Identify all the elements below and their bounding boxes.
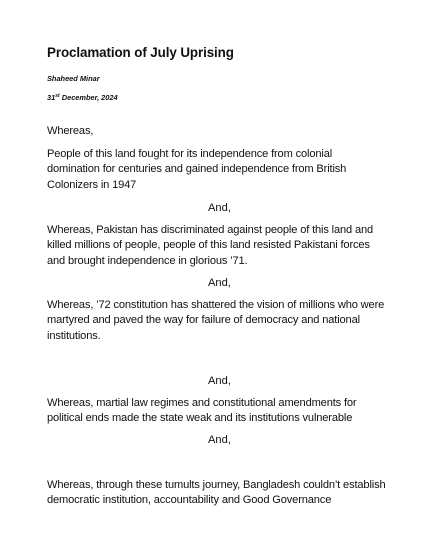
paragraph-line: Whereas, through these tumults journey, Bangladesh couldn’t establish — [47, 479, 386, 491]
paragraph-line: democratic institution, accountability and Good Governance — [47, 494, 332, 507]
date-ordinal-suffix: st — [55, 93, 60, 99]
and-connector: And, — [208, 277, 231, 289]
paragraph-line: political ends made the state weak and its institutions vulnerable — [47, 412, 353, 425]
paragraph-line: martyred and paved the way for failure of democracy and national — [47, 314, 360, 327]
paragraph-line: killed millions of people, people of this land resisted Pakistani forces — [47, 239, 370, 252]
date-day: 31 — [47, 93, 56, 102]
and-connector: And, — [208, 202, 231, 214]
paragraph-martial-law — [47, 396, 412, 427]
paragraph-line: Whereas, Pakistan has discriminated against people of this land and — [47, 224, 374, 236]
paragraph-colonial-independence — [47, 147, 412, 193]
paragraph-line: and brought independence in glorious ’71. — [47, 254, 248, 267]
paragraph-line: domination for centuries and gained independence from British — [47, 163, 347, 176]
paragraph-governance — [47, 478, 412, 509]
paragraph-1972-constitution — [47, 298, 412, 344]
document-title: Proclamation of July Uprising — [47, 45, 234, 60]
paragraph-pakistan — [47, 223, 412, 269]
date-line — [47, 93, 118, 102]
date-month-year: December, 2024 — [59, 93, 118, 102]
and-connector: And, — [208, 434, 231, 446]
paragraph-line: People of this land fought for its independence from colonial — [47, 148, 333, 160]
and-connector: And, — [208, 375, 231, 387]
paragraph-line: Whereas, — [47, 125, 94, 137]
paragraph-line: institutions. — [47, 329, 101, 342]
paragraph-line: Colonizers in 1947 — [47, 178, 137, 191]
paragraph-line: Whereas, ’72 constitution has shattered the vision of millions who were — [47, 299, 385, 311]
whereas-heading — [47, 124, 412, 139]
location-line: Shaheed Minar — [47, 74, 100, 83]
paragraph-line: Whereas, martial law regimes and constitutional amendments for — [47, 397, 357, 409]
